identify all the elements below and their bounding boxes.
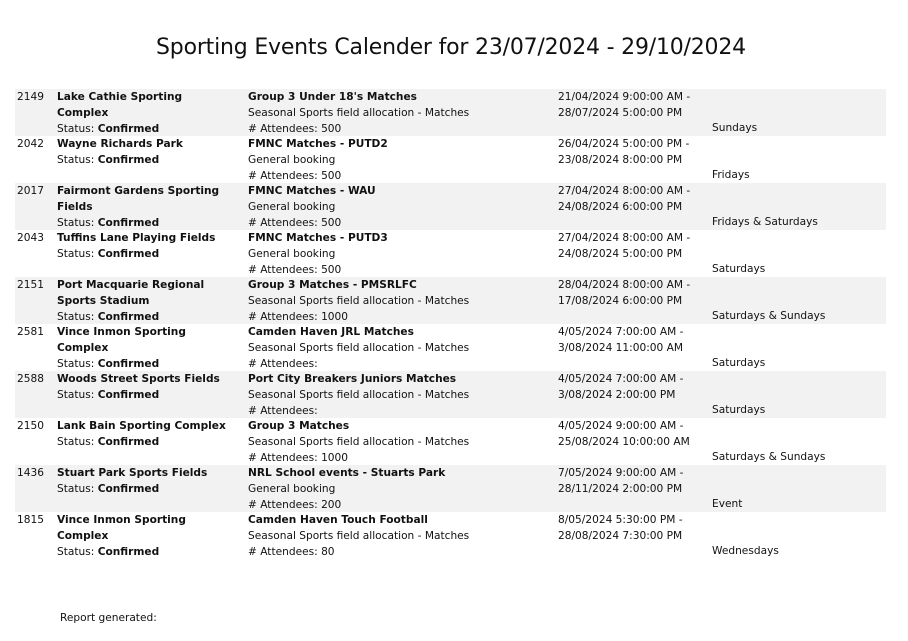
end-datetime: 25/08/2024 10:00:00 AM — [558, 436, 690, 448]
status-line — [57, 121, 237, 137]
attendees-line — [248, 450, 548, 466]
attendees-line — [248, 356, 548, 372]
status-line — [57, 544, 237, 560]
booking-type: Seasonal Sports field allocation - Matches — [248, 530, 470, 542]
event-cell — [248, 418, 548, 466]
venue-cell — [57, 183, 237, 231]
attendees-line — [248, 121, 548, 137]
status-label: Status: — [57, 123, 98, 135]
start-datetime: 27/04/2024 8:00:00 AM - — [558, 185, 691, 197]
table-row — [15, 136, 886, 183]
date-range — [558, 183, 708, 215]
report-title: Sporting Events Calender for 23/07/2024 - 29/10/2024 — [156, 35, 746, 60]
booking-type: Seasonal Sports field allocation - Matches — [248, 436, 470, 448]
end-datetime: 28/08/2024 7:30:00 PM — [558, 530, 683, 542]
end-datetime: 23/08/2024 8:00:00 PM — [558, 154, 683, 166]
status-value: Confirmed — [97, 123, 160, 135]
status-line — [57, 152, 237, 168]
status-value: Confirmed — [97, 389, 160, 401]
venue-name: Lank Bain Sporting Complex — [57, 420, 226, 432]
attendees-label: # Attendees: — [248, 123, 322, 135]
date-range — [558, 230, 708, 262]
event-name: Group 3 Under 18's Matches — [248, 91, 417, 103]
attendees-value: 500 — [321, 264, 342, 276]
events-table — [15, 89, 886, 559]
recurrence: Fridays & Saturdays — [712, 216, 818, 228]
attendees-line — [248, 544, 548, 560]
recurrence: Saturdays — [712, 404, 766, 416]
status-value: Confirmed — [97, 546, 160, 558]
end-datetime: 17/08/2024 6:00:00 PM — [558, 295, 683, 307]
attendees-label: # Attendees: — [248, 170, 322, 182]
venue-name: Fairmont Gardens Sporting Fields — [57, 185, 220, 213]
booking-type: General booking — [248, 154, 336, 166]
start-datetime: 27/04/2024 8:00:00 AM - — [558, 232, 691, 244]
event-cell — [248, 277, 548, 325]
event-name: Port City Breakers Juniors Matches — [248, 373, 457, 385]
venue-cell — [57, 136, 237, 168]
venue-cell — [57, 371, 237, 403]
venue-name: Tuffins Lane Playing Fields — [57, 232, 216, 244]
table-row — [15, 418, 886, 465]
status-value: Confirmed — [97, 217, 160, 229]
status-label: Status: — [57, 436, 98, 448]
start-datetime: 4/05/2024 9:00:00 AM - — [558, 420, 684, 432]
attendees-line — [248, 497, 548, 513]
attendees-line — [248, 168, 548, 184]
venue-cell — [57, 512, 237, 560]
start-datetime: 7/05/2024 9:00:00 AM - — [558, 467, 684, 479]
booking-type: Seasonal Sports field allocation - Matches — [248, 342, 470, 354]
event-cell — [248, 183, 548, 231]
date-range — [558, 89, 708, 121]
event-cell — [248, 136, 548, 184]
booking-type: Seasonal Sports field allocation - Matches — [248, 295, 470, 307]
recurrence: Saturdays & Sundays — [712, 451, 826, 463]
date-range — [558, 136, 708, 168]
attendees-line — [248, 215, 548, 231]
status-line — [57, 387, 237, 403]
start-datetime: 4/05/2024 7:00:00 AM - — [558, 373, 684, 385]
report-generated-label: Report generated: — [60, 612, 157, 624]
start-datetime: 21/04/2024 9:00:00 AM - — [558, 91, 691, 103]
attendees-value: 1000 — [321, 452, 349, 464]
status-value: Confirmed — [97, 311, 160, 323]
booking-id: 2149 — [17, 91, 44, 103]
date-range — [558, 465, 708, 497]
status-label: Status: — [57, 358, 98, 370]
attendees-label: # Attendees: — [248, 452, 322, 464]
attendees-value: 500 — [321, 123, 342, 135]
attendees-value: 200 — [321, 499, 342, 511]
recurrence: Saturdays & Sundays — [712, 310, 826, 322]
status-label: Status: — [57, 248, 98, 260]
booking-id: 2150 — [17, 420, 44, 432]
booking-type: General booking — [248, 248, 336, 260]
venue-name: Stuart Park Sports Fields — [57, 467, 208, 479]
event-name: Group 3 Matches — [248, 420, 350, 432]
end-datetime: 28/07/2024 5:00:00 PM — [558, 107, 683, 119]
attendees-label: # Attendees: — [248, 311, 322, 323]
status-value: Confirmed — [97, 483, 160, 495]
event-cell — [248, 324, 548, 372]
event-name: FMNC Matches - WAU — [248, 185, 376, 197]
venue-cell — [57, 230, 237, 262]
venue-name: Vince Inmon Sporting Complex — [57, 326, 186, 354]
booking-id: 1436 — [17, 467, 44, 479]
status-label: Status: — [57, 483, 98, 495]
date-range — [558, 324, 708, 356]
end-datetime: 3/08/2024 11:00:00 AM — [558, 342, 684, 354]
venue-name: Port Macquarie Regional Sports Stadium — [57, 279, 205, 307]
recurrence: Fridays — [712, 169, 750, 181]
start-datetime: 26/04/2024 5:00:00 PM - — [558, 138, 690, 150]
date-range — [558, 277, 708, 309]
status-line — [57, 434, 237, 450]
event-cell — [248, 371, 548, 419]
status-value: Confirmed — [97, 154, 160, 166]
start-datetime: 4/05/2024 7:00:00 AM - — [558, 326, 684, 338]
event-cell — [248, 230, 548, 278]
attendees-value: 80 — [321, 546, 335, 558]
recurrence: Sundays — [712, 122, 758, 134]
venue-name: Vince Inmon Sporting Complex — [57, 514, 186, 542]
table-row — [15, 371, 886, 418]
status-line — [57, 481, 237, 497]
attendees-value: 1000 — [321, 311, 349, 323]
venue-name: Woods Street Sports Fields — [57, 373, 220, 385]
booking-id: 2588 — [17, 373, 44, 385]
status-label: Status: — [57, 311, 98, 323]
booking-id: 2017 — [17, 185, 44, 197]
table-row — [15, 89, 886, 136]
booking-id: 2151 — [17, 279, 44, 291]
booking-id: 2043 — [17, 232, 44, 244]
table-row — [15, 277, 886, 324]
booking-type: Seasonal Sports field allocation - Matches — [248, 389, 470, 401]
status-line — [57, 356, 237, 372]
booking-id: 2042 — [17, 138, 44, 150]
table-row — [15, 183, 886, 230]
status-line — [57, 215, 237, 231]
status-line — [57, 246, 237, 262]
recurrence: Saturdays — [712, 357, 766, 369]
attendees-line — [248, 262, 548, 278]
venue-cell — [57, 465, 237, 497]
start-datetime: 8/05/2024 5:30:00 PM - — [558, 514, 683, 526]
status-label: Status: — [57, 546, 98, 558]
attendees-line — [248, 403, 548, 419]
booking-type: General booking — [248, 201, 336, 213]
event-name: Camden Haven Touch Football — [248, 514, 428, 526]
attendees-value: 500 — [321, 170, 342, 182]
start-datetime: 28/04/2024 8:00:00 AM - — [558, 279, 691, 291]
recurrence: Event — [712, 498, 743, 510]
date-range — [558, 371, 708, 403]
status-label: Status: — [57, 217, 98, 229]
venue-name: Lake Cathie Sporting Complex — [57, 91, 183, 119]
end-datetime: 28/11/2024 2:00:00 PM — [558, 483, 683, 495]
table-row — [15, 512, 886, 559]
attendees-label: # Attendees: — [248, 264, 322, 276]
event-cell — [248, 512, 548, 560]
attendees-label: # Attendees: — [248, 499, 322, 511]
event-name: NRL School events - Stuarts Park — [248, 467, 446, 479]
status-label: Status: — [57, 154, 98, 166]
status-value: Confirmed — [97, 436, 160, 448]
attendees-label: # Attendees: — [248, 358, 318, 370]
venue-cell — [57, 89, 237, 137]
recurrence: Wednesdays — [712, 545, 779, 557]
table-row — [15, 324, 886, 371]
attendees-line — [248, 309, 548, 325]
event-cell — [248, 89, 548, 137]
event-name: Camden Haven JRL Matches — [248, 326, 414, 338]
status-value: Confirmed — [97, 248, 160, 260]
event-cell — [248, 465, 548, 513]
booking-type: Seasonal Sports field allocation - Matches — [248, 107, 470, 119]
venue-cell — [57, 277, 237, 325]
venue-cell — [57, 418, 237, 450]
status-line — [57, 309, 237, 325]
date-range — [558, 418, 708, 450]
table-row — [15, 230, 886, 277]
date-range — [558, 512, 708, 544]
booking-type: General booking — [248, 483, 336, 495]
event-name: Group 3 Matches - PMSRLFC — [248, 279, 417, 291]
table-row — [15, 465, 886, 512]
attendees-label: # Attendees: — [248, 546, 322, 558]
recurrence: Saturdays — [712, 263, 766, 275]
attendees-label: # Attendees: — [248, 217, 322, 229]
status-label: Status: — [57, 389, 98, 401]
event-name: FMNC Matches - PUTD3 — [248, 232, 388, 244]
venue-cell — [57, 324, 237, 372]
event-name: FMNC Matches - PUTD2 — [248, 138, 388, 150]
booking-id: 2581 — [17, 326, 44, 338]
end-datetime: 24/08/2024 5:00:00 PM — [558, 248, 683, 260]
attendees-value: 500 — [321, 217, 342, 229]
status-value: Confirmed — [97, 358, 160, 370]
venue-name: Wayne Richards Park — [57, 138, 183, 150]
booking-id: 1815 — [17, 514, 44, 526]
end-datetime: 3/08/2024 2:00:00 PM — [558, 389, 676, 401]
end-datetime: 24/08/2024 6:00:00 PM — [558, 201, 683, 213]
attendees-label: # Attendees: — [248, 405, 318, 417]
